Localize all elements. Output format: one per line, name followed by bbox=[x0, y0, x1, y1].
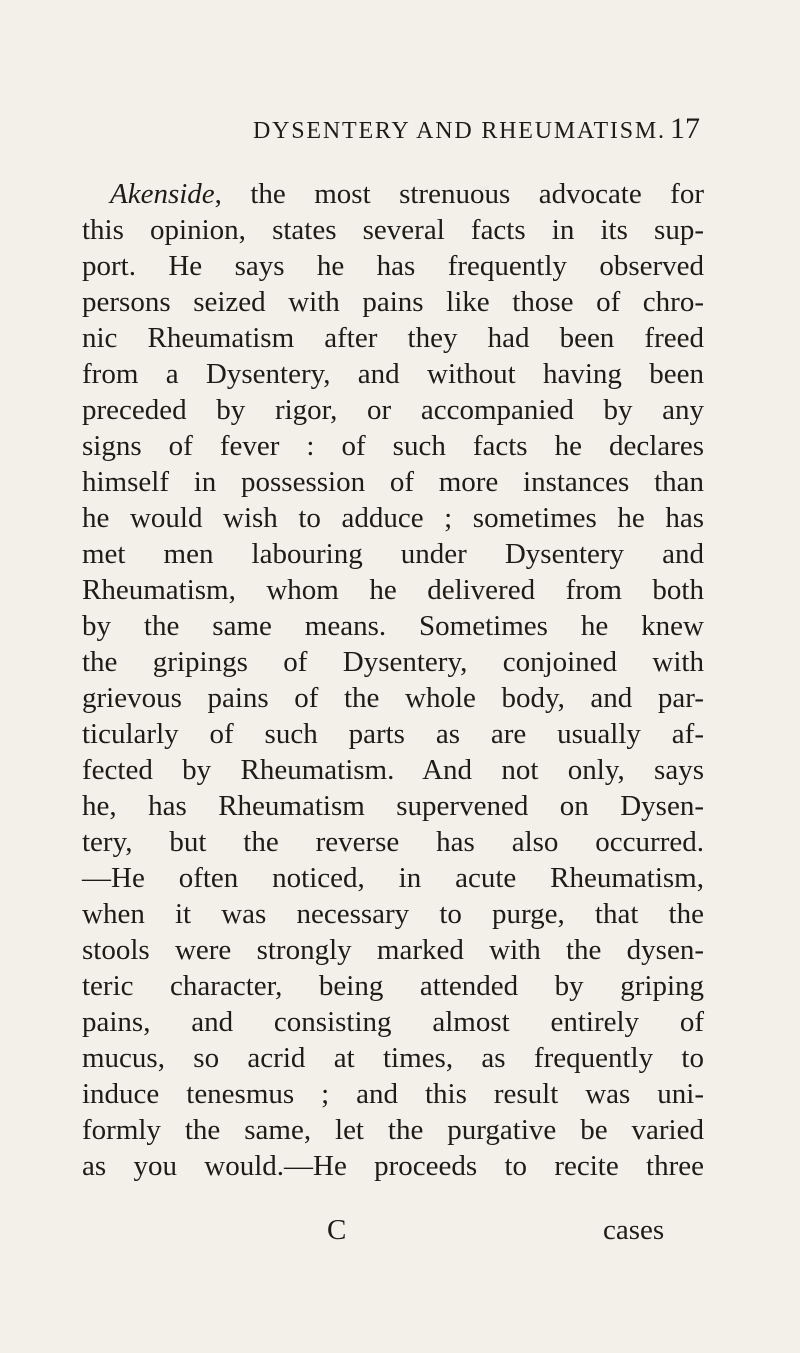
text-line-25: mucus, so acrid at times, as frequently to bbox=[82, 1042, 704, 1074]
body-paragraph bbox=[82, 176, 704, 1184]
text-line-23: teric character, being attended by griping bbox=[82, 970, 704, 1002]
text-line-9: himself in possession of more instances than bbox=[82, 466, 704, 498]
page-number: 17 bbox=[670, 112, 700, 145]
text-line-5: nic Rheumatism after they had been freed bbox=[82, 322, 704, 354]
text-line-7: preceded by rigor, or accompanied by any bbox=[82, 394, 704, 426]
text-line-14: the gripings of Dysentery, conjoined with bbox=[82, 646, 704, 678]
running-head: DYSENTERY AND RHEUMATISM. bbox=[253, 118, 666, 144]
text-line-10: he would wish to adduce ; sometimes he has bbox=[82, 502, 704, 534]
text-line-4: persons seized with pains like those of chro- bbox=[82, 286, 704, 318]
text-line-13: by the same means. Sometimes he knew bbox=[82, 610, 704, 642]
text-line-26: induce tenesmus ; and this result was uni- bbox=[82, 1078, 704, 1110]
text-line-22: stools were strongly marked with the dysen- bbox=[82, 934, 704, 966]
text-line-15: grievous pains of the whole body, and par- bbox=[82, 682, 704, 714]
signature-mark: C bbox=[327, 1214, 347, 1246]
text-line-24: pains, and consisting almost entirely of bbox=[82, 1006, 704, 1038]
text-line-20: —He often noticed, in acute Rheumatism, bbox=[82, 862, 704, 894]
text-line-19: tery, but the reverse has also occurred. bbox=[82, 826, 704, 858]
text-line-16: ticularly of such parts as are usually af- bbox=[82, 718, 704, 750]
text-line-8: signs of fever : of such facts he declares bbox=[82, 430, 704, 462]
text-line-12: Rheumatism, whom he delivered from both bbox=[82, 574, 704, 606]
text-line-2: this opinion, states several facts in its sup- bbox=[82, 214, 704, 246]
text-line-6: from a Dysentery, and without having been bbox=[82, 358, 704, 390]
text-line-17: fected by Rheumatism. And not only, says bbox=[82, 754, 704, 786]
text-line-27: formly the same, let the purgative be varied bbox=[82, 1114, 704, 1146]
text-line-21: when it was necessary to purge, that the bbox=[82, 898, 704, 930]
text-line-28: as you would.—He proceeds to recite three bbox=[82, 1150, 704, 1182]
text-line-1: Akenside, the most strenuous advocate for bbox=[110, 178, 704, 210]
author-name: Akenside bbox=[110, 178, 215, 210]
text-line-18: he, has Rheumatism supervened on Dysen- bbox=[82, 790, 704, 822]
text-line-11: met men labouring under Dysentery and bbox=[82, 538, 704, 570]
catchword: cases bbox=[603, 1214, 665, 1246]
text-line-3: port. He says he has frequently observed bbox=[82, 250, 704, 282]
